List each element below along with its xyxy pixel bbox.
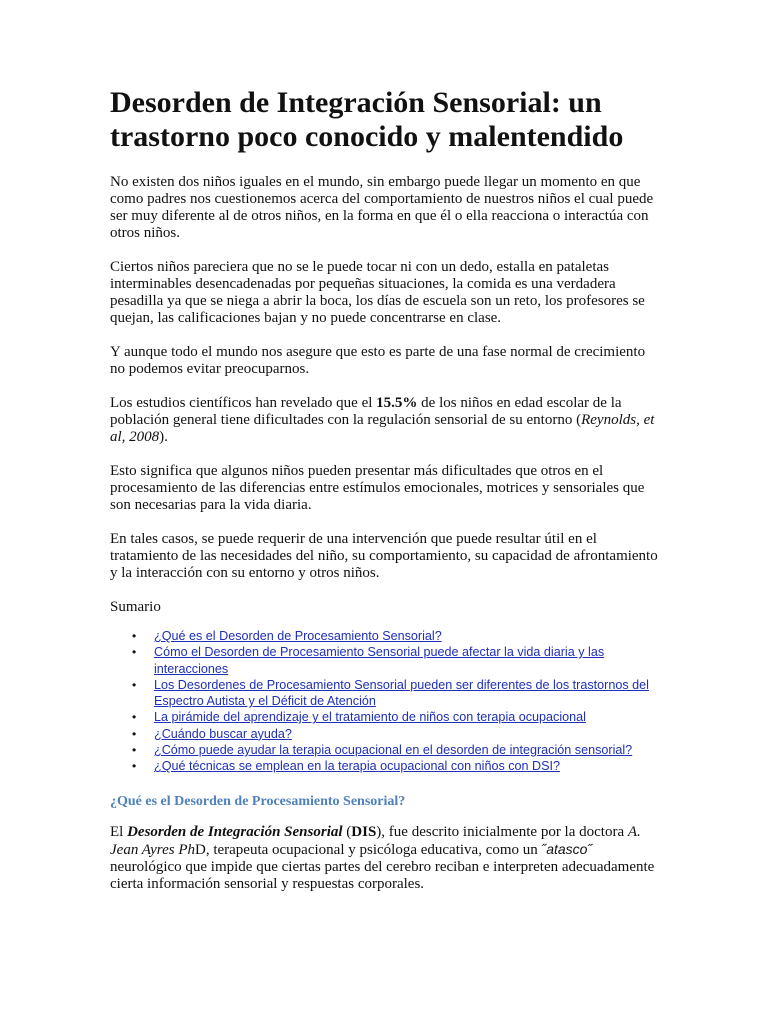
toc-item [132,742,658,758]
bullet-icon: • [132,743,137,758]
citation: Reynolds, et al, 2008 [110,412,655,445]
bullet-icon: • [132,726,137,741]
toc-link-ayuda[interactable]: ¿Cuándo buscar ayuda? [154,726,292,741]
acronym-dis: DIS [351,823,377,840]
article-title: Desorden de Integración Sensorial: un trastorno poco conocido y malentendido [110,86,624,153]
paragraph-definition: El Desorden de Integración Sensorial (DIS), fue descrito inicialmente por la doctora A. Jean Ayres PhD, terapeuta ocupacional y psicóloga educativa, como un ˝atasco˝ neurológico que impide que ciertas partes del cerebro reciban e interpreten adecuadamente cierta información sensorial y respuestas corporales. [110,823,655,892]
toc-link-terapia[interactable]: ¿Cómo puede ayudar la terapia ocupacional en el desorden de integración sensorial? [154,743,633,758]
toc-link-diferencias[interactable]: Los Desordenes de Procesamiento Sensorial pueden ser diferentes de los trastornos del Espectro Autista y el Déficit de Atención [154,677,649,709]
author-name: A. Jean Ayres Ph [110,823,641,858]
toc-item [132,709,658,725]
bullet-icon: • [132,710,137,725]
paragraph-concern: Y aunque todo el mundo nos asegure que esto es parte de una fase normal de crecimiento no podemos evitar preocuparnos. [110,344,646,377]
toc-item [132,644,658,677]
paragraph-examples: Ciertos niños pareciera que no se le puede tocar ni con un dedo, estalla en pataletas interminables desencadenadas por pequeñas situaciones, la comida es una verdadera pesadilla ya que se niega a abrir la boca, los días de escuela son un reto, los profesores se quejan, las calificaciones bajan y no puede concentrarse en clase. [110,259,645,326]
toc-link-que-es[interactable]: ¿Qué es el Desorden de Procesamiento Sensorial? [154,629,442,643]
paragraph-intro: No existen dos niños iguales en el mundo, sin embargo puede llegar un momento en que como padres nos cuestionemos acerca del comportamiento de nuestros niños el cual puede ser muy diferente al de otros niños, en la forma en que él o ella reacciona o interactúa con otros niños. [110,174,654,241]
toc-item [132,726,658,742]
bullet-icon: • [132,629,137,643]
summary-label: Sumario [110,599,161,615]
toc-item [132,677,658,710]
paragraph-intervention: En tales casos, se puede requerir de una intervención que puede resultar útil en el tratamiento de las necesidades del niño, su comportamiento, su capacidad de afrontamiento y la interacción con su entorno y otros niños. [110,531,658,581]
paragraph-meaning: Esto significa que algunos niños pueden presentar más dificultades que otros en el procesamiento de las diferencias entre estímulos emocionales, motrices y sensoriales que son necesarias para la vida diaria. [110,463,645,513]
statistic: 15.5% [376,395,418,411]
section-heading: ¿Qué es el Desorden de Procesamiento Sensorial? [110,793,406,809]
paragraph-studies: Los estudios científicos han revelado que el 15.5% de los niños en edad escolar de la población general tiene dificultades con la regulación sensorial de su entorno (Reynolds, et al, 2008). [110,395,655,445]
toc-item [132,758,658,774]
article [110,86,658,910]
term-dis: Desorden de Integración Sensorial [127,823,343,840]
table-of-contents [110,628,658,775]
toc-item [132,628,658,644]
toc-link-piramide[interactable]: La pirámide del aprendizaje y el tratamiento de niños con terapia ocupacional [154,710,586,725]
bullet-icon: • [132,759,137,774]
bullet-icon: • [132,645,137,660]
toc-link-tecnicas[interactable]: ¿Qué técnicas se emplean en la terapia ocupacional con niños con DSI? [154,759,561,774]
toc-link-vida-diaria[interactable]: Cómo el Desorden de Procesamiento Sensorial puede afectar la vida diaria y las interacciones [154,645,605,676]
quoted-term: ˝atasco˝ [541,840,593,857]
bullet-icon: • [132,677,137,692]
